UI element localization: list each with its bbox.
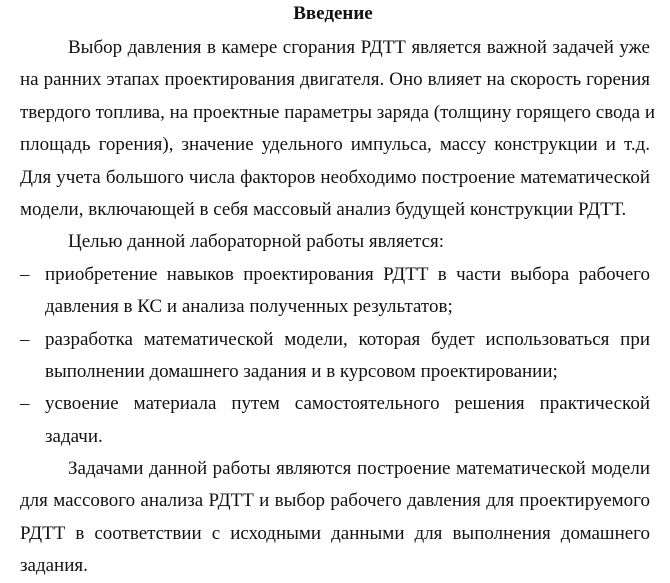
text-line: РДТТ в соответствии с исходными данными для выполнения домашнего xyxy=(20,522,650,544)
text-line: выполнении домашнего задания и в курсовом проектировании; xyxy=(45,360,558,382)
text-line: задачи. xyxy=(45,425,103,447)
dash-bullet: – xyxy=(20,263,30,285)
document-body xyxy=(20,32,656,583)
text-line: для массового анализа РДТТ и выбор рабочего давления для проектируемого xyxy=(20,490,650,512)
text-line: приобретение навыков проектирования РДТТ в части выбора рабочего xyxy=(45,263,650,285)
section-title: Введение xyxy=(293,3,373,24)
list-item xyxy=(20,388,650,453)
paragraph-tasks xyxy=(20,453,650,583)
text-line: давления в КС и анализа полученных результатов; xyxy=(45,296,453,318)
text-line: твердого топлива, на проектные параметры заряда (толщину горящего свода и xyxy=(20,101,656,123)
text-line: усвоение материала путем самостоятельного решения практической xyxy=(45,393,650,415)
text-line: задания. xyxy=(20,555,88,577)
list-item xyxy=(20,324,650,389)
text-line: модели, включающей в себя массовый анализ будущей конструкции РДТТ. xyxy=(20,198,627,220)
paragraph-intro xyxy=(20,32,656,226)
goal-list xyxy=(20,259,650,453)
text-line: Задачами данной работы являются построение математической модели xyxy=(68,458,650,480)
paragraph-goal: Целью данной лабораторной работы является: xyxy=(68,231,445,253)
text-line: Для учета большого числа факторов необходимо построение математической xyxy=(20,166,650,188)
list-item xyxy=(20,259,650,324)
text-line: Выбор давления в камере сгорания РДТТ является важной задачей уже xyxy=(68,37,650,58)
dash-bullet: – xyxy=(20,328,30,350)
text-line: разработка математической модели, которая будет использоваться при xyxy=(45,328,650,350)
text-line: площадь горения), значение удельного импульса, массу конструкции и т.д. xyxy=(20,134,650,156)
dash-bullet: – xyxy=(20,393,30,415)
text-line: на ранних этапах проектирования двигателя. Оно влияет на скорость горения xyxy=(20,69,650,91)
